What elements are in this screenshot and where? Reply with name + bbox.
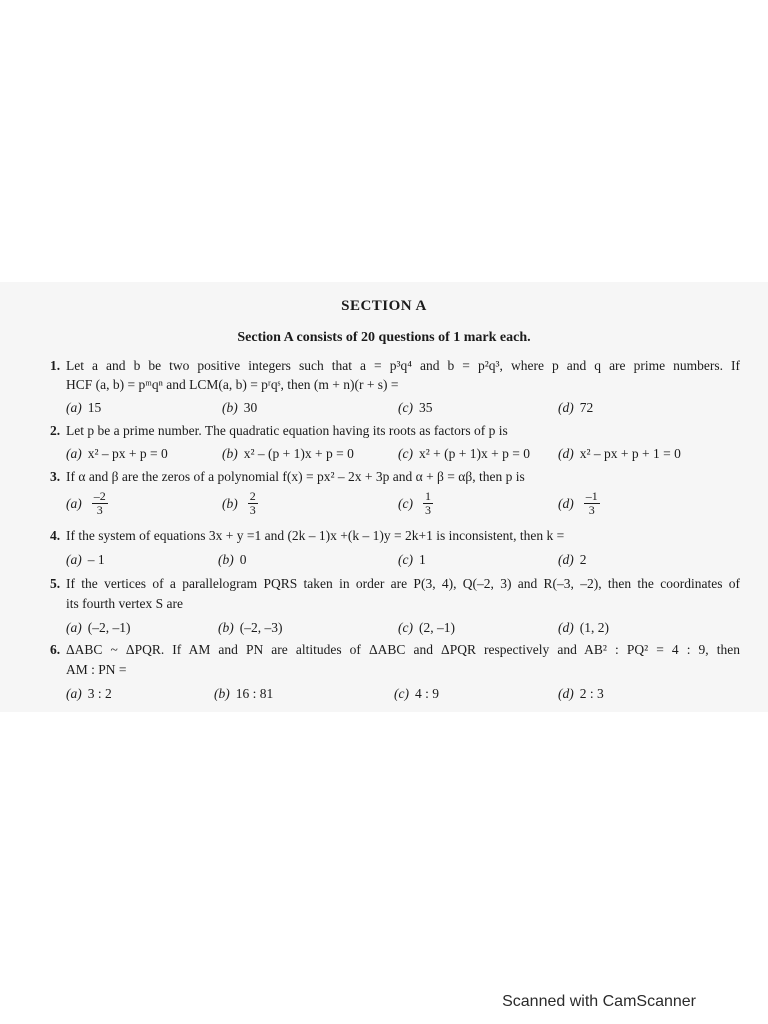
question-4-option-b[interactable]: (b) 0	[218, 552, 247, 567]
section-subtitle: Section A consists of 20 questions of 1 mark each.	[237, 330, 531, 345]
section-title: SECTION A	[341, 298, 427, 314]
question-5-option-b[interactable]: (b) (–2, –3)	[218, 620, 283, 635]
question-1-line-2: HCF (a, b) = pᵐqⁿ and LCM(a, b) = pʳqˢ, then (m + n)(r + s) =	[66, 377, 399, 392]
question-6-option-c[interactable]: (c) 4 : 9	[394, 686, 439, 701]
question-4-option-a[interactable]: (a) – 1	[66, 552, 105, 567]
question-4-option-d[interactable]: (d) 2	[558, 552, 587, 567]
question-1-option-d[interactable]: (d) 72	[558, 400, 594, 415]
question-1-line-1: 1. Let a and b be two positive integers such that a = p³q⁴ and b = p²q³, where p and q are prime numbers. If	[50, 358, 740, 373]
question-3-line-1: 3. If α and β are the zeros of a polynomial f(x) = px² – 2x + 3p and α + β = αβ, then p is	[50, 469, 525, 484]
fraction: $\frac{-1}{3}$	[585, 489, 598, 517]
question-2-line-1: 2. Let p be a prime number. The quadratic equation having its roots as factors of p is	[50, 423, 508, 438]
question-3-option-c[interactable]: (c) $\frac{1}{3}$	[398, 489, 431, 517]
question-2-option-c[interactable]: (c) x² + (p + 1)x + p = 0	[398, 446, 530, 461]
question-1-option-a[interactable]: (a) 15	[66, 400, 102, 415]
fraction: $\frac{1}{3}$	[424, 489, 431, 517]
question-5-option-d[interactable]: (d) (1, 2)	[558, 620, 609, 635]
question-4-line-1: 4. If the system of equations 3x + y =1 and (2k – 1)x +(k – 1)y = 2k+1 is inconsistent, then k =	[50, 528, 565, 543]
camscanner-watermark: Scanned with CamScanner	[502, 993, 696, 1010]
question-3-option-d[interactable]: (d) $\frac{-1}{3}$	[558, 489, 598, 517]
fraction: $\frac{-2}{3}$	[93, 489, 106, 517]
question-5-line-1: 5. If the vertices of a parallelogram PQRS taken in order are P(3, 4), Q(–2, 3) and R(–3, –2), then the coordinates of	[50, 576, 740, 591]
question-5-option-c[interactable]: (c) (2, –1)	[398, 620, 455, 635]
question-6-line-1: 6. ΔABC ~ ΔPQR. If AM and PN are altitudes of ΔABC and ΔPQR respectively and AB² : PQ² = 4 : 9, then	[50, 642, 740, 657]
question-5-line-2: its fourth vertex S are	[66, 596, 183, 611]
question-2-option-b[interactable]: (b) x² – (p + 1)x + p = 0	[222, 446, 354, 461]
question-2-option-d[interactable]: (d) x² – px + p + 1 = 0	[558, 446, 681, 461]
fraction: $\frac{2}{3}$	[249, 489, 256, 517]
question-1-option-b[interactable]: (b) 30	[222, 400, 258, 415]
question-4-option-c[interactable]: (c) 1	[398, 552, 426, 567]
question-1-option-c[interactable]: (c) 35	[398, 400, 433, 415]
question-3-option-b[interactable]: (b) $\frac{2}{3}$	[222, 489, 256, 517]
question-5-option-a[interactable]: (a) (–2, –1)	[66, 620, 131, 635]
question-2-option-a[interactable]: (a) x² – px + p = 0	[66, 446, 168, 461]
question-6-option-b[interactable]: (b) 16 : 81	[214, 686, 274, 701]
question-3-option-a[interactable]: (a) $\frac{-2}{3}$	[66, 489, 106, 517]
question-6-line-2: AM : PN =	[66, 662, 127, 677]
question-6-option-a[interactable]: (a) 3 : 2	[66, 686, 112, 701]
question-6-option-d[interactable]: (d) 2 : 3	[558, 686, 604, 701]
